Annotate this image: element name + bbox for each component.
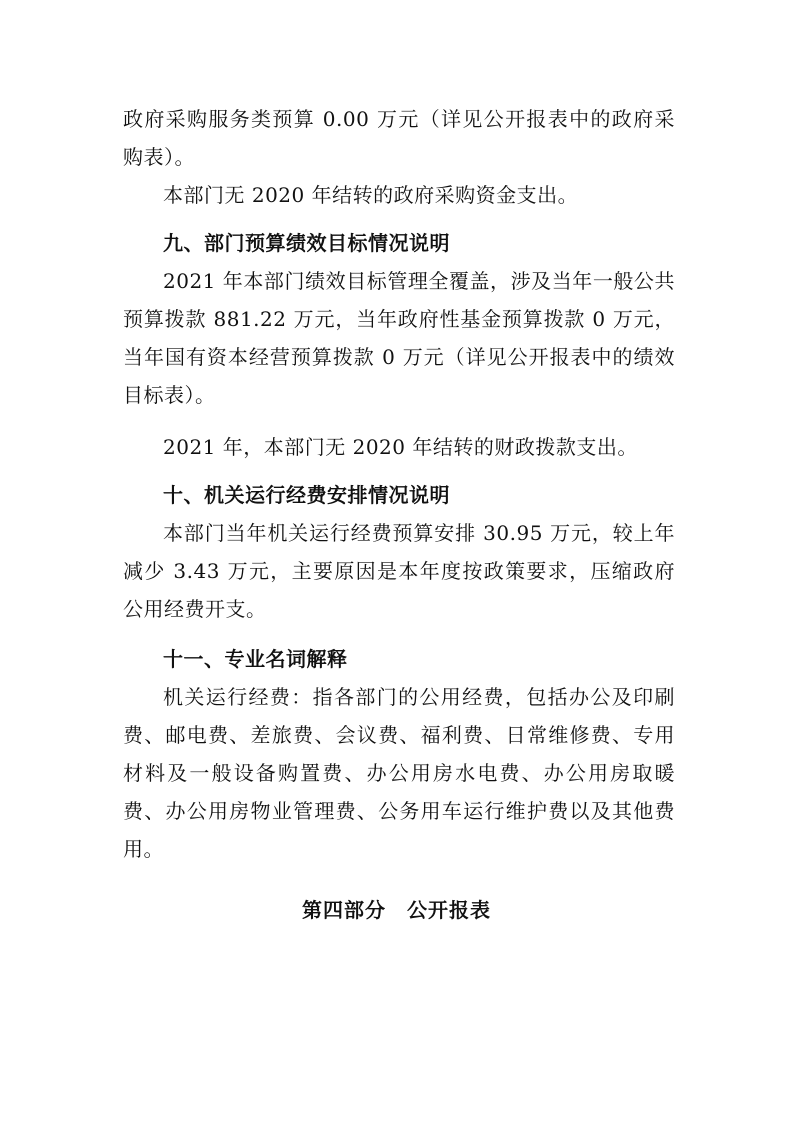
paragraph-procurement-services: 政府采购服务类预算 0.00 万元（详见公开报表中的政府采购表）。 [123,107,675,169]
paragraph-fiscal-carryover: 2021 年，本部门无 2020 年结转的财政拨款支出。 [163,435,638,459]
paragraph-glossary-definition: 机关运行经费：指各部门的公用经费，包括办公及印刷费、邮电费、差旅费、会议费、福利费、日常维修费、专用材料及一般设备购置费、办公用房水电费、办公用房取暖费、办公用房物业管理费、公务用车运行维护费以及其他费用。 [123,685,675,861]
paragraph-procurement-carryover: 本部门无 2020 年结转的政府采购资金支出。 [163,183,579,207]
heading-glossary: 十一、专业名词解释 [163,647,348,671]
heading-performance-goals: 九、部门预算绩效目标情况说明 [163,231,450,255]
paragraph-performance-goals: 2021 年本部门绩效目标管理全覆盖，涉及当年一般公共预算拨款 881.22 万元，当年政府性基金预算拨款 0 万元，当年国有资本经营预算拨款 0 万元（详见公开报表中的绩效目标表）。 [123,269,675,407]
part-title: 第四部分 公开报表 [302,898,491,922]
heading-operating-expenses: 十、机关运行经费安排情况说明 [163,483,450,507]
paragraph-operating-expenses: 本部门当年机关运行经费预算安排 30.95 万元，较上年减少 3.43 万元，主要原因是本年度按政策要求，压缩政府公用经费开支。 [123,521,675,621]
